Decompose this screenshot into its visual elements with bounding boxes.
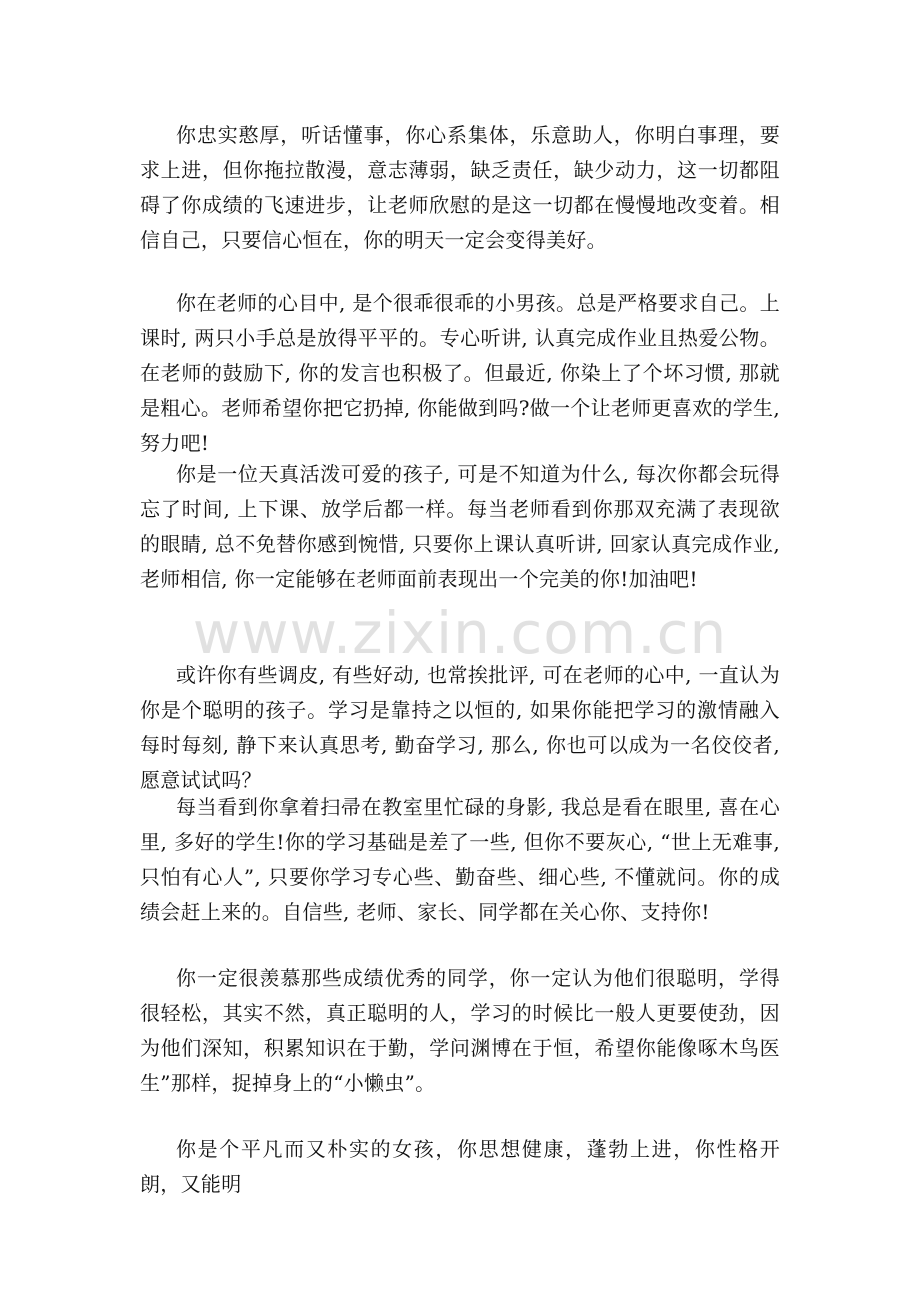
paragraph-3: 你是一位天真活泼可爱的孩子, 可是不知道为什么, 每次你都会玩得忘了时间, 上下课、放学后都一样。每当老师看到你那双充满了表现欲的眼睛, 总不免替你感到惋惜, 只要你上课认真听讲, 回家认真完成作业, 老师相信, 你一定能够在老师面前表现出一个完美的你!加油吧! bbox=[140, 462, 780, 591]
paragraph-6: 你一定很羡慕那些成绩优秀的同学，你一定认为他们很聪明，学得很轻松，其实不然，真正聪明的人，学习的时候比一般人更要使劲，因为他们深知，积累知识在于勤，学问渊博在于恒，希望你能像啄木鸟医生”那样，捉掉身上的“小懒虫”。 bbox=[140, 966, 780, 1095]
paragraph-2: 你在老师的心目中, 是个很乖很乖的小男孩。总是严格要求自己。上课时, 两只小手总是放得平平的。专心听讲, 认真完成作业且热爱公物。在老师的鼓励下, 你的发言也积极了。但最近, 你染上了个坏习惯, 那就是粗心。老师希望你把它扔掉, 你能做到吗?做一个让老师更喜欢的学生, 努力吧! bbox=[140, 291, 780, 455]
paragraph-5: 每当看到你拿着扫帚在教室里忙碌的身影, 我总是看在眼里, 喜在心里, 多好的学生!你的学习基础是差了一些, 但你不要灰心, “世上无难事, 只怕有心人”, 只要你学习专心些、勤奋些、细心些, 不懂就问。你的成绩会赶上来的。自信些, 老师、家长、同学都在关心你、支持你! bbox=[140, 795, 780, 924]
watermark: www.zixin.com.cn bbox=[192, 599, 728, 667]
paragraph-4: 或许你有些调皮, 有些好动, 也常挨批评, 可在老师的心中, 一直认为你是个聪明的孩子。学习是靠持之以恒的, 如果你能把学习的激情融入每时每刻, 静下来认真思考, 勤奋学习, 那么, 你也可以成为一名佼佼者, 愿意试试吗？ bbox=[140, 663, 780, 792]
paragraph-1: 你忠实憨厚，听话懂事，你心系集体，乐意助人，你明白事理，要求上进，但你拖拉散漫，意志薄弱，缺乏责任，缺少动力，这一切都阻碍了你成绩的飞速进步，让老师欣慰的是这一切都在慢慢地改变着。相信自己，只要信心恒在，你的明天一定会变得美好。 bbox=[140, 123, 780, 252]
paragraph-7: 你是个平凡而又朴实的女孩，你思想健康，蓬勃上进，你性格开朗，又能明 bbox=[140, 1137, 780, 1196]
